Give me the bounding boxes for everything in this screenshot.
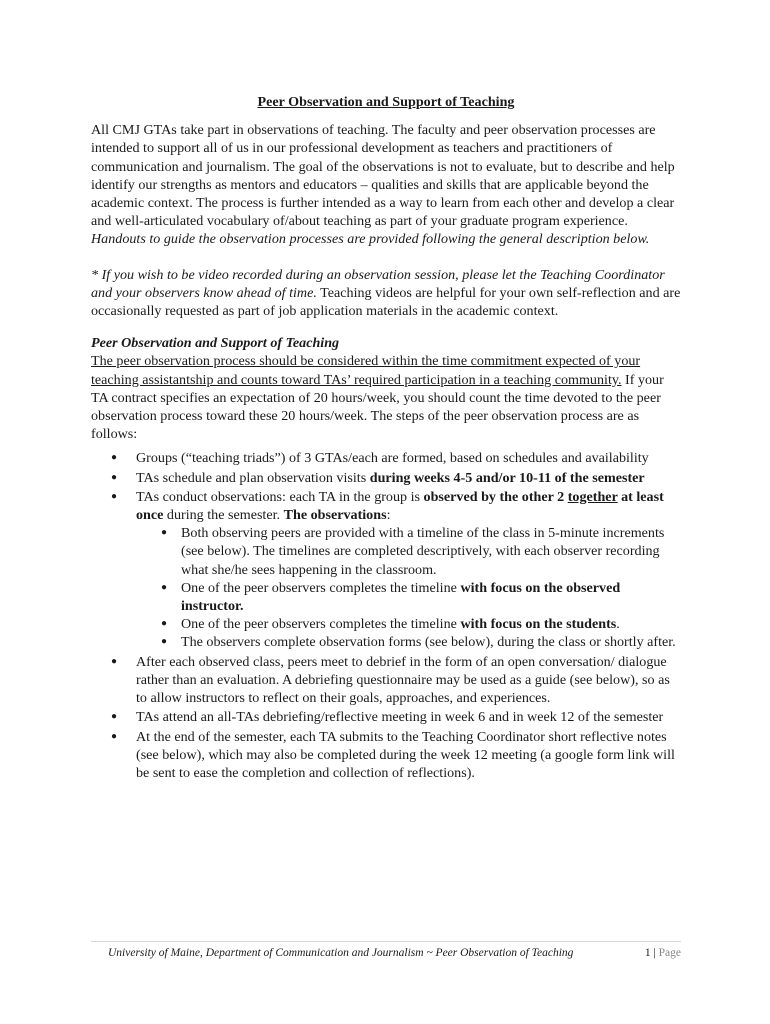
- list-item-bold: during weeks 4-5 and/or 10-11 of the semester: [369, 469, 645, 486]
- page-title: Peer Observation and Support of Teaching: [257, 94, 515, 110]
- observations-sublist: [136, 524, 681, 651]
- list-item: [91, 708, 681, 726]
- list-item-text: during the semester.: [163, 507, 284, 524]
- page-separator: |: [653, 947, 656, 959]
- list-item: [91, 449, 681, 467]
- intro-text: All CMJ GTAs take part in observations of teaching. The faculty and peer observation processes are intended to support all of us in our professional development as teachers and practitioners of communication and journalism. The goal of the observations is not to evaluate, but to describe and help identify our strengths as mentors and educators – qualities and skills that are applicable beyond the academic context. The process is further intended as a way to learn from each other and develop a clear and well-articulated vocabulary of/about teaching as part of your graduate program experience.: [91, 122, 675, 230]
- list-item-text: TAs conduct observations: each TA in the group is: [136, 488, 424, 505]
- page-label: Page: [658, 947, 681, 959]
- intro-paragraph: [91, 121, 681, 248]
- sublist-item-text: The observers complete observation forms (see below), during the class or shortly after.: [181, 634, 676, 651]
- sublist-item: [136, 524, 681, 579]
- section-paragraph: [91, 352, 681, 443]
- list-item-text: :: [386, 507, 391, 524]
- page-number-value: 1: [644, 947, 651, 959]
- sublist-item: [136, 615, 681, 633]
- sublist-item-bold: with focus on the students: [460, 616, 617, 633]
- document-page: [91, 93, 681, 783]
- list-item-bold: at least once: [136, 488, 664, 524]
- video-note-paragraph: [91, 266, 681, 321]
- list-item: [91, 488, 681, 652]
- page-number: [645, 947, 681, 959]
- sublist-item: [136, 579, 681, 615]
- sublist-item: [136, 633, 681, 651]
- list-item-bold: The observations: [283, 507, 387, 524]
- list-item: [91, 728, 681, 783]
- list-item-text: After each observed class, peers meet to debrief in the form of an open conversation/ dialogue rather than an evaluation. A debriefing questionnaire may be used as a guide (see below), so as to allow instructors to reflect on their goals, approaches, and experiences.: [136, 653, 670, 707]
- video-note-text: Teaching videos are helpful for your own self-reflection and are occasionally requested as part of job application materials in the academic context.: [91, 284, 681, 320]
- list-item-text: At the end of the semester, each TA submits to the Teaching Coordinator short reflective notes (see below), which may also be completed during the week 12 meeting (a google form link will be sent to ease the completion and collection of reflections).: [136, 728, 675, 781]
- sublist-item-text: One of the peer observers completes the timeline: [181, 579, 461, 596]
- section-text: If your TA contract specifies an expectation of 20 hours/week, you should count the time devoted to the peer observation process toward these 20 hours/week. The steps of the peer observation process are as follows:: [91, 371, 664, 443]
- page-footer: [91, 941, 681, 959]
- list-item-text: TAs attend an all-TAs debriefing/reflective meeting in week 6 and in week 12 of the semester: [136, 709, 664, 726]
- list-item-text: TAs schedule and plan observation visits: [136, 469, 370, 486]
- video-note-italic: * If you wish to be video recorded during an observation session, please let the Teaching Coordinator and your observers know ahead of time.: [91, 266, 665, 301]
- sublist-item-text: One of the peer observers completes the timeline: [181, 616, 461, 633]
- list-item-text: Groups (“teaching triads”) of 3 GTAs/each are formed, based on schedules and availability: [136, 450, 649, 467]
- list-item-bold-underlined: together: [567, 488, 618, 505]
- sublist-item-text: Both observing peers are provided with a timeline of the class in 5-minute increments (see below). The timelines are completed descriptively, with each observer recording what she/he sees happening in the classroom.: [181, 525, 665, 578]
- steps-list: [91, 449, 681, 782]
- list-item-bold: observed by the other 2: [423, 488, 568, 505]
- list-item: [91, 653, 681, 708]
- sublist-item-bold: with focus on the observed instructor.: [181, 579, 621, 615]
- section-heading: Peer Observation and Support of Teaching: [91, 335, 340, 352]
- intro-italic-note: Handouts to guide the observation processes are provided following the general description below.: [91, 231, 650, 248]
- footer-text: University of Maine, Department of Communication and Journalism ~ Peer Observation of Teaching: [108, 947, 574, 959]
- sublist-item-text: .: [616, 616, 620, 633]
- section-underlined-text: The peer observation process should be considered within the time commitment expected of your teaching assistantship and counts toward TAs’ required participation in a teaching community.: [91, 353, 641, 388]
- list-item: [91, 469, 681, 487]
